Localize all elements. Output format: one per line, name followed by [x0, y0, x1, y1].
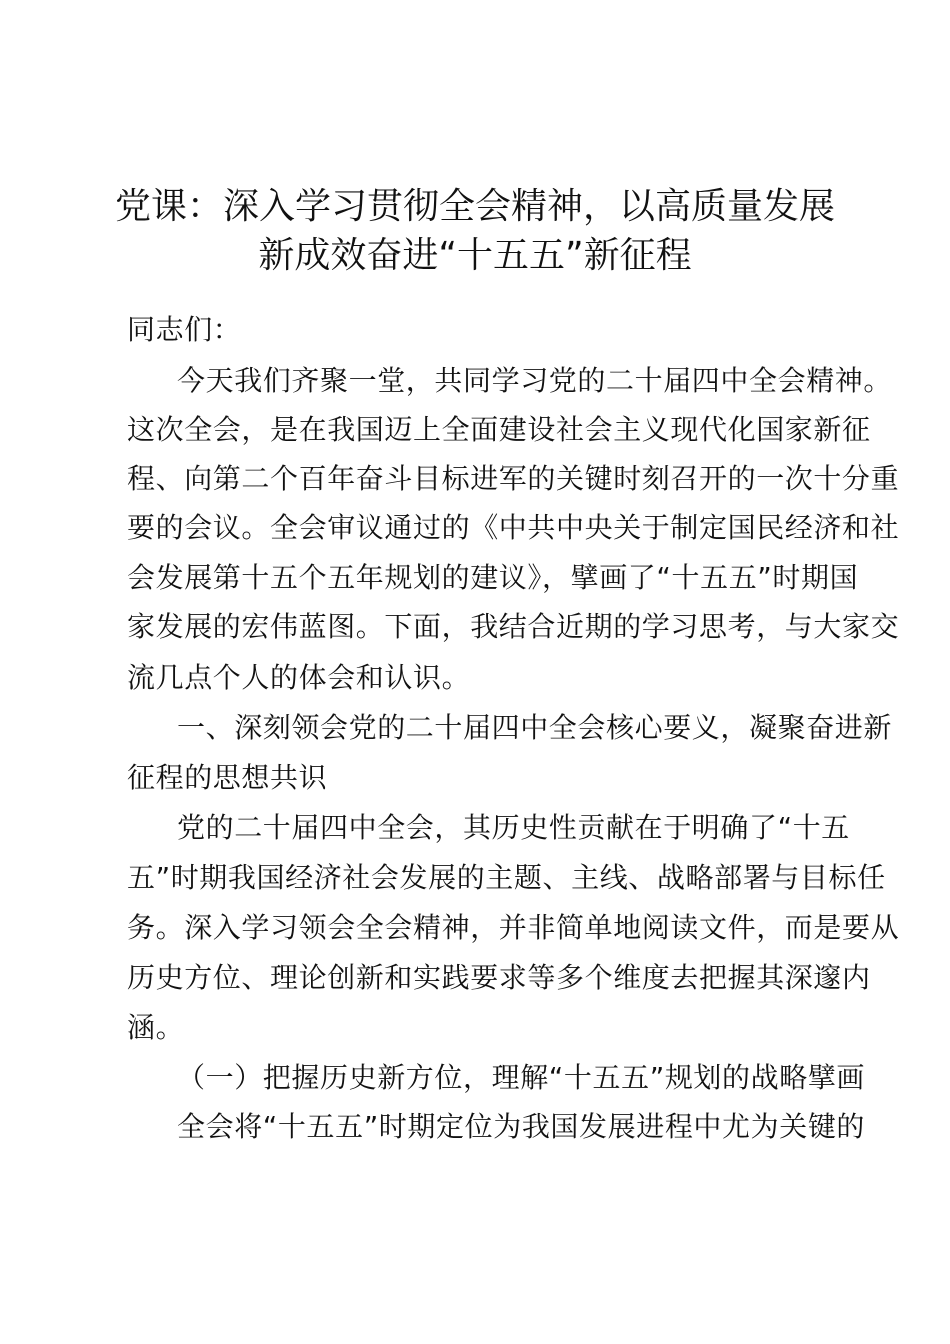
salutation: 同志们： — [127, 313, 242, 346]
body-line: 流几点个人的体会和认识。 — [127, 661, 471, 694]
body-line: 五”时期我国经济社会发展的主题、主线、战略部署与目标任 — [127, 861, 886, 894]
body-line: 全会将“十五五”时期定位为我国发展进程中尤为关键的 — [177, 1110, 866, 1143]
section-heading-1-cont: 征程的思想共识 — [127, 761, 328, 794]
body-line: 要的会议。全会审议通过的《中共中央关于制定国民经济和社 — [127, 511, 900, 544]
body-line: 程、向第二个百年奋斗目标进军的关键时刻召开的一次十分重 — [127, 462, 900, 495]
body-line: 历史方位、理论创新和实践要求等多个维度去把握其深邃内 — [127, 961, 871, 994]
body-line: 党的二十届四中全会，其历史性贡献在于明确了“十五 — [177, 811, 850, 844]
document-title-line-1: 党课：深入学习贯彻全会精神，以高质量发展 — [114, 186, 835, 227]
body-line: 家发展的宏伟蓝图。下面，我结合近期的学习思考，与大家交 — [127, 610, 900, 643]
section-heading-1: 一、深刻领会党的二十届四中全会核心要义，凝聚奋进新 — [177, 711, 893, 744]
body-line: 会发展第十五个五年规划的建议》，擘画了“十五五”时期国 — [127, 561, 859, 594]
body-line: 今天我们齐聚一堂，共同学习党的二十届四中全会精神。 — [177, 364, 893, 397]
body-line: 涵。 — [127, 1011, 185, 1044]
subsection-heading-1: （一）把握历史新方位，理解“十五五”规划的战略擘画 — [177, 1061, 866, 1094]
body-line: 务。深入学习领会全会精神，并非简单地阅读文件，而是要从 — [127, 911, 900, 944]
document-title-line-2: 新成效奋进“十五五”新征程 — [258, 235, 692, 276]
body-line: 这次全会，是在我国迈上全面建设社会主义现代化国家新征 — [127, 413, 871, 446]
